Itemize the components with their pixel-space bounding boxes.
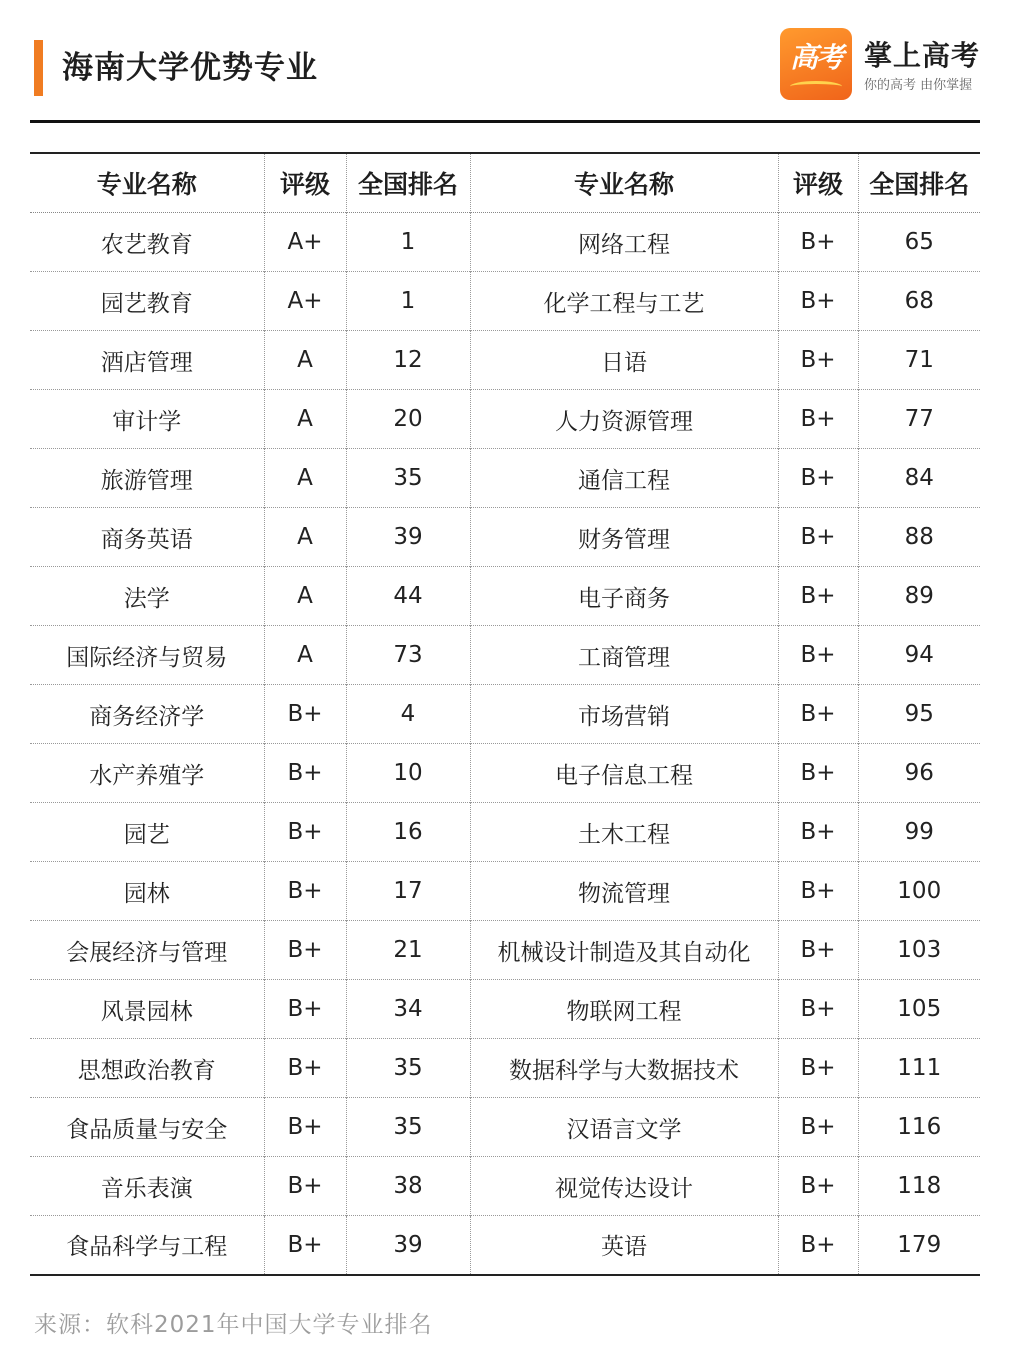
column-header-rank: 全国排名 (858, 153, 980, 213)
column-header-major: 专业名称 (470, 153, 778, 213)
cell-grade: A (264, 508, 346, 567)
cell-grade: B+ (264, 1216, 346, 1275)
table-row (30, 1157, 980, 1216)
cell-national-rank: 1 (346, 213, 470, 272)
logo-book-shape (790, 81, 842, 92)
cell-national-rank: 99 (858, 803, 980, 862)
cell-national-rank: 35 (346, 1039, 470, 1098)
cell-grade: B+ (264, 980, 346, 1039)
cell-national-rank: 34 (346, 980, 470, 1039)
cell-grade: B+ (264, 803, 346, 862)
cell-national-rank: 73 (346, 626, 470, 685)
cell-national-rank: 103 (858, 921, 980, 980)
cell-major-name: 法学 (123, 585, 170, 612)
cell-major-name: 工商管理 (470, 626, 778, 685)
logo-glyph: 高考 (789, 41, 842, 74)
cell-grade: B+ (778, 1039, 858, 1098)
cell-grade: A+ (264, 213, 346, 272)
cell-national-rank: 71 (858, 331, 980, 390)
cell-national-rank: 35 (346, 1098, 470, 1157)
cell-grade: A (264, 390, 346, 449)
cell-grade: B+ (778, 1098, 858, 1157)
cell-major-name: 旅游管理 (100, 467, 193, 494)
cell-national-rank: 38 (346, 1157, 470, 1216)
table-row (30, 862, 980, 921)
cell-grade: A (264, 331, 346, 390)
cell-major-name: 电子信息工程 (470, 744, 778, 803)
table-row (30, 213, 980, 272)
logo-slogan: 你的高考 由你掌握 (864, 78, 973, 93)
table-row (30, 272, 980, 331)
cell-grade: A (264, 567, 346, 626)
cell-national-rank: 116 (858, 1098, 980, 1157)
cell-grade: B+ (778, 272, 858, 331)
cell-grade: B+ (778, 567, 858, 626)
cell-grade: B+ (264, 862, 346, 921)
cell-national-rank: 39 (346, 1216, 470, 1275)
cell-major-name: 日语 (470, 331, 778, 390)
header-divider (30, 120, 980, 123)
cell-grade: B+ (778, 862, 858, 921)
cell-national-rank: 35 (346, 449, 470, 508)
table-row (30, 449, 980, 508)
cell-major-name: 会展经济与管理 (66, 939, 228, 966)
page-title: 海南大学优势专业 (62, 50, 318, 86)
table-row (30, 626, 980, 685)
cell-major-name: 视觉传达设计 (470, 1157, 778, 1216)
cell-major-name: 风景园林 (100, 998, 193, 1025)
cell-major-name: 土木工程 (470, 803, 778, 862)
cell-grade: B+ (778, 449, 858, 508)
table-row (30, 1098, 980, 1157)
cell-grade: B+ (778, 390, 858, 449)
cell-national-rank: 179 (858, 1216, 980, 1275)
cell-grade: B+ (264, 1157, 346, 1216)
cell-national-rank: 16 (346, 803, 470, 862)
table-header-row (30, 153, 980, 213)
column-header-rank: 全国排名 (346, 153, 470, 213)
cell-major-name: 商务英语 (100, 526, 193, 553)
cell-major-name: 网络工程 (470, 213, 778, 272)
cell-major-name: 思想政治教育 (77, 1057, 216, 1084)
cell-national-rank: 1 (346, 272, 470, 331)
cell-grade: B+ (778, 508, 858, 567)
cell-national-rank: 118 (858, 1157, 980, 1216)
table-row (30, 1216, 980, 1275)
table-row (30, 1039, 980, 1098)
cell-grade: B+ (264, 685, 346, 744)
cell-grade: B+ (778, 1157, 858, 1216)
cell-major-name: 财务管理 (470, 508, 778, 567)
cell-major-name: 食品科学与工程 (66, 1234, 228, 1261)
cell-national-rank: 12 (346, 331, 470, 390)
cell-national-rank: 21 (346, 921, 470, 980)
cell-national-rank: 4 (346, 685, 470, 744)
cell-grade: B+ (778, 626, 858, 685)
cell-major-name: 市场营销 (470, 685, 778, 744)
cell-major-name: 电子商务 (470, 567, 778, 626)
title-accent-bar (34, 40, 43, 96)
cell-major-name: 食品质量与安全 (66, 1116, 228, 1143)
cell-national-rank: 17 (346, 862, 470, 921)
cell-grade: B+ (778, 803, 858, 862)
cell-national-rank: 89 (858, 567, 980, 626)
cell-major-name: 英语 (470, 1216, 778, 1275)
cell-major-name: 音乐表演 (100, 1175, 193, 1202)
table-row (30, 921, 980, 980)
cell-grade: A (264, 449, 346, 508)
column-header-major: 专业名称 (96, 170, 197, 199)
logo-name: 掌上高考 (864, 39, 981, 72)
column-header-grade: 评级 (778, 153, 858, 213)
cell-major-name: 汉语言文学 (470, 1098, 778, 1157)
table-row (30, 331, 980, 390)
cell-grade: B+ (778, 744, 858, 803)
cell-grade: B+ (264, 921, 346, 980)
table-row (30, 803, 980, 862)
cell-grade: A+ (264, 272, 346, 331)
cell-major-name: 水产养殖学 (89, 762, 205, 789)
table-row (30, 980, 980, 1039)
table-body (30, 213, 980, 1275)
column-header-grade: 评级 (264, 153, 346, 213)
cell-major-name: 通信工程 (470, 449, 778, 508)
cell-grade: B+ (778, 921, 858, 980)
cell-national-rank: 20 (346, 390, 470, 449)
cell-national-rank: 39 (346, 508, 470, 567)
app-logo (780, 28, 990, 102)
table-row (30, 744, 980, 803)
cell-major-name: 园林 (123, 880, 170, 907)
cell-major-name: 审计学 (112, 408, 182, 435)
cell-grade: B+ (778, 213, 858, 272)
cell-national-rank: 100 (858, 862, 980, 921)
cell-major-name: 国际经济与贸易 (66, 644, 228, 671)
cell-national-rank: 95 (858, 685, 980, 744)
cell-national-rank: 88 (858, 508, 980, 567)
cell-national-rank: 111 (858, 1039, 980, 1098)
cell-major-name: 商务经济学 (89, 703, 205, 730)
cell-national-rank: 65 (858, 213, 980, 272)
table-row (30, 685, 980, 744)
cell-major-name: 物流管理 (470, 862, 778, 921)
table-row (30, 508, 980, 567)
cell-major-name: 机械设计制造及其自动化 (470, 921, 778, 980)
major-ranking-table (30, 152, 980, 1276)
table-row (30, 390, 980, 449)
cell-major-name: 人力资源管理 (470, 390, 778, 449)
cell-major-name: 化学工程与工艺 (470, 272, 778, 331)
cell-grade: B+ (264, 1039, 346, 1098)
cell-major-name: 物联网工程 (470, 980, 778, 1039)
cell-national-rank: 84 (858, 449, 980, 508)
cell-grade: B+ (778, 685, 858, 744)
cell-major-name: 数据科学与大数据技术 (470, 1039, 778, 1098)
cell-major-name: 园艺教育 (100, 290, 193, 317)
source-note: 来源：软科2021年中国大学专业排名 (34, 1312, 433, 1338)
cell-grade: B+ (778, 1216, 858, 1275)
cell-grade: B+ (264, 744, 346, 803)
cell-major-name: 农艺教育 (100, 231, 193, 258)
cell-national-rank: 77 (858, 390, 980, 449)
cell-national-rank: 105 (858, 980, 980, 1039)
cell-national-rank: 96 (858, 744, 980, 803)
cell-national-rank: 68 (858, 272, 980, 331)
cell-national-rank: 44 (346, 567, 470, 626)
cell-major-name: 园艺 (123, 821, 170, 848)
cell-major-name: 酒店管理 (100, 349, 193, 376)
cell-grade: A (264, 626, 346, 685)
cell-grade: B+ (778, 331, 858, 390)
cell-national-rank: 94 (858, 626, 980, 685)
cell-grade: B+ (778, 980, 858, 1039)
book-logo-icon (780, 28, 852, 100)
table-row (30, 567, 980, 626)
cell-grade: B+ (264, 1098, 346, 1157)
cell-national-rank: 10 (346, 744, 470, 803)
